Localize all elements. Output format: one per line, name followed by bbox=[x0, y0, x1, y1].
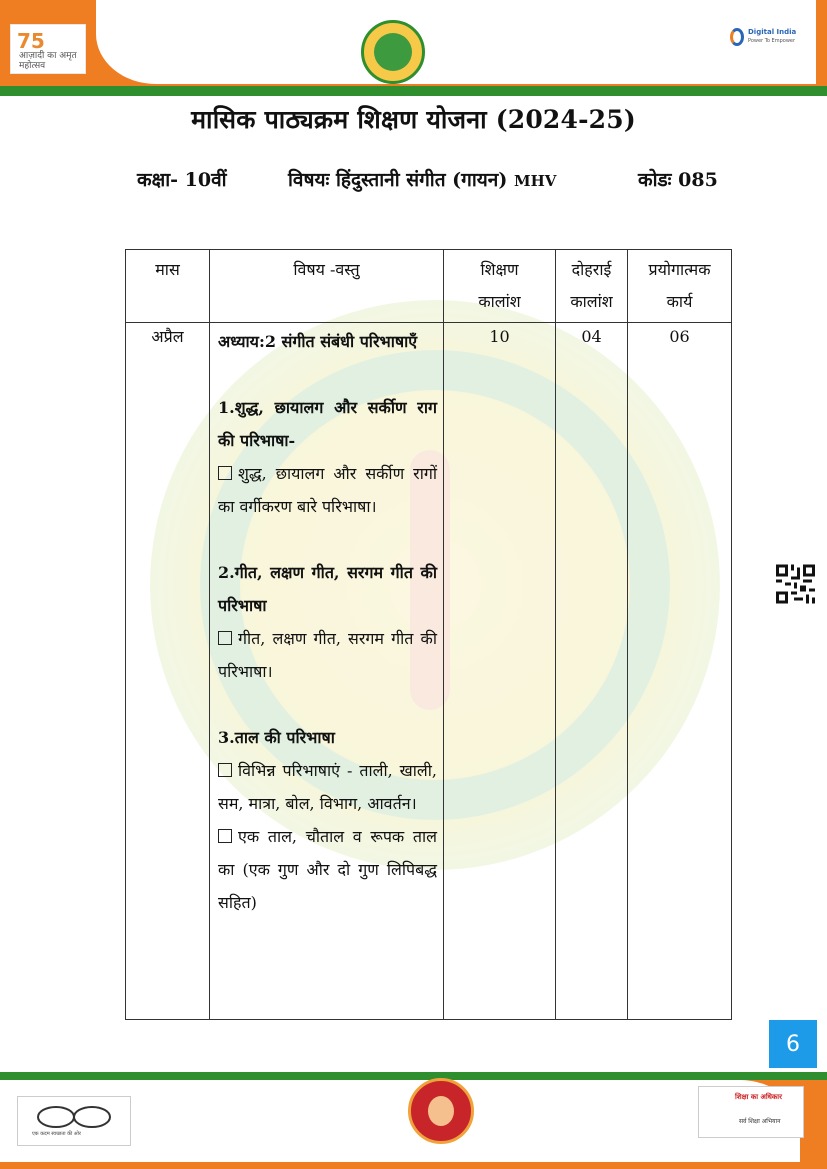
rte-title: शिक्षा का अधिकार bbox=[735, 1093, 782, 1101]
girl-face-icon bbox=[428, 1096, 454, 1126]
section3-point-2: एक ताल, चौताल व रूपक ताल का (एक गुण और दो गुण लिपिबद्ध सहित) bbox=[218, 827, 437, 912]
school-board-emblem-icon bbox=[361, 20, 425, 84]
checkbox-bullet-icon bbox=[218, 631, 232, 645]
digital-india-text: Digital India bbox=[748, 28, 797, 36]
header-month: मास bbox=[126, 250, 210, 323]
swachh-bharat-logo bbox=[17, 1096, 131, 1146]
header-green-line bbox=[0, 86, 827, 96]
digital-india-icon bbox=[730, 28, 744, 46]
section1-heading: 1.शुद्ध, छायालग और सर्कीण राग की परिभाषा- bbox=[218, 398, 437, 450]
header-revision-periods: दोहराई कालांश bbox=[556, 250, 628, 323]
lesson-plan-table bbox=[125, 249, 732, 1020]
header-content: विषय -वस्तु bbox=[210, 250, 444, 323]
chapter-heading: अध्याय:2 संगीत संबंधी परिभाषाएँ bbox=[218, 332, 418, 351]
section3-point-1: विभिन्न परिभाषाएं - ताली, खाली, सम, मात्रा, बोल, विभाग, आवर्तन। bbox=[218, 761, 437, 813]
azadi-logo-numeral: 75 bbox=[17, 29, 45, 53]
azadi-logo-text: आज़ादी का अमृत महोत्सव bbox=[19, 51, 77, 71]
qr-code-icon[interactable] bbox=[776, 564, 815, 604]
cell-content bbox=[210, 323, 444, 1020]
footer-green-line bbox=[0, 1072, 827, 1080]
checkbox-bullet-icon bbox=[218, 763, 232, 777]
cell-month: अप्रैल bbox=[126, 323, 210, 1020]
cell-teaching-periods: 10 bbox=[444, 323, 556, 1020]
table-row bbox=[126, 323, 732, 1020]
digital-india-tagline: Power To Empower bbox=[748, 38, 796, 44]
page-number-badge: 6 bbox=[769, 1020, 817, 1068]
header-teaching-periods: शिक्षण कालांश bbox=[444, 250, 556, 323]
right-to-education-logo bbox=[698, 1086, 804, 1138]
header-white-panel bbox=[96, 0, 816, 84]
swachh-caption: एक कदम स्वच्छता की ओर bbox=[32, 1131, 81, 1137]
page-title: मासिक पाठ्यक्रम शिक्षण योजना (2024-25) bbox=[191, 105, 636, 134]
table-header-row bbox=[126, 250, 732, 323]
section2-point: गीत, लक्षण गीत, सरगम गीत की परिभाषा। bbox=[218, 629, 437, 681]
swachh-bharat-glasses-icon bbox=[34, 1105, 114, 1129]
checkbox-bullet-icon bbox=[218, 466, 232, 480]
subject-label: विषयः हिंदुस्तानी संगीत (गायन) bbox=[288, 169, 508, 191]
section2-heading: 2.गीत, लक्षण गीत, सरगम गीत की परिभाषा bbox=[218, 563, 437, 615]
header-practical-work: प्रयोगात्मक कार्य bbox=[628, 250, 732, 323]
checkbox-bullet-icon bbox=[218, 829, 232, 843]
cell-practical-work: 06 bbox=[628, 323, 732, 1020]
code-label: कोडः 085 bbox=[638, 169, 718, 191]
class-label: कक्षा- 10वीं bbox=[137, 169, 227, 191]
beti-bachao-beti-padhao-logo bbox=[408, 1078, 474, 1144]
cell-revision-periods: 04 bbox=[556, 323, 628, 1020]
subject-code-abbr: MHV bbox=[513, 172, 557, 190]
section1-point: शुद्ध, छायालग और सर्कीण रागों का वर्गीकरण बारे परिभाषा। bbox=[218, 464, 437, 516]
azadi-ka-amrit-mahotsav-logo bbox=[10, 24, 86, 74]
subject-line bbox=[288, 166, 556, 192]
rte-caption: सर्व शिक्षा अभियान bbox=[739, 1118, 781, 1125]
digital-india-logo bbox=[730, 24, 800, 56]
section3-heading: 3.ताल की परिभाषा bbox=[218, 728, 335, 747]
